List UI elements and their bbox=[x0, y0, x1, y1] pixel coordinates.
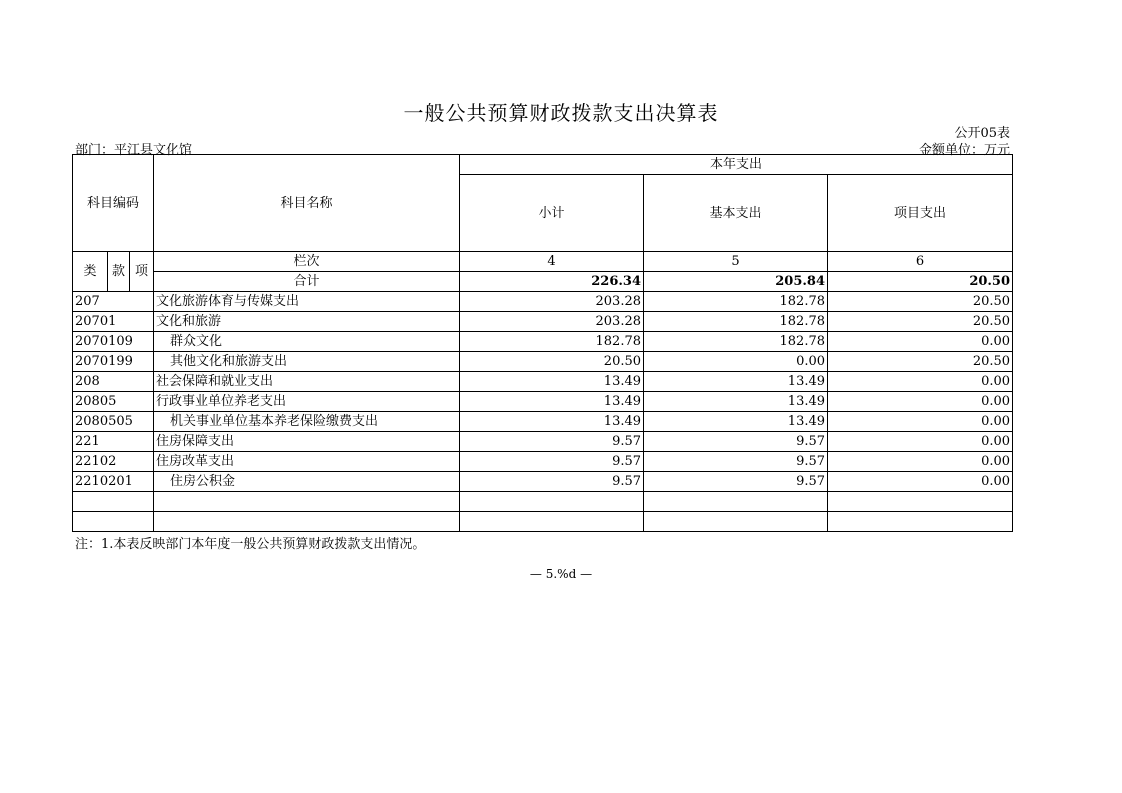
total-basic: 205.84 bbox=[644, 272, 828, 292]
header-lanci: 栏次 bbox=[154, 252, 460, 272]
row-name: 住房改革支出 bbox=[154, 452, 460, 472]
table-row bbox=[73, 452, 1013, 472]
row-code: 2070109 bbox=[73, 332, 154, 352]
total-subtotal: 226.34 bbox=[460, 272, 644, 292]
empty-row bbox=[73, 492, 1013, 512]
row-subtotal: 9.57 bbox=[460, 432, 644, 452]
row-subtotal: 203.28 bbox=[460, 292, 644, 312]
header-col6: 6 bbox=[828, 252, 1013, 272]
table-row bbox=[73, 432, 1013, 452]
row-subtotal: 9.57 bbox=[460, 472, 644, 492]
row-code: 2080505 bbox=[73, 412, 154, 432]
row-project: 20.50 bbox=[828, 352, 1013, 372]
row-project: 0.00 bbox=[828, 332, 1013, 352]
row-name: 社会保障和就业支出 bbox=[154, 372, 460, 392]
amount-unit-label: 金额单位：万元 bbox=[918, 143, 1010, 158]
row-code: 20701 bbox=[73, 312, 154, 332]
row-basic: 9.57 bbox=[644, 432, 828, 452]
row-basic: 9.57 bbox=[644, 452, 828, 472]
row-subtotal: 9.57 bbox=[460, 452, 644, 472]
row-subtotal: 13.49 bbox=[460, 372, 644, 392]
header-basic: 基本支出 bbox=[644, 175, 828, 252]
row-basic: 182.78 bbox=[644, 332, 828, 352]
row-subtotal: 203.28 bbox=[460, 312, 644, 332]
row-code: 22102 bbox=[73, 452, 154, 472]
table-row bbox=[73, 412, 1013, 432]
header-col4: 4 bbox=[460, 252, 644, 272]
table-row bbox=[73, 372, 1013, 392]
row-code: 208 bbox=[73, 372, 154, 392]
expenditure-table bbox=[72, 154, 1013, 532]
header-kuan: 款 bbox=[108, 252, 130, 292]
table-row bbox=[73, 312, 1013, 332]
row-basic: 13.49 bbox=[644, 372, 828, 392]
total-project: 20.50 bbox=[828, 272, 1013, 292]
row-subtotal: 182.78 bbox=[460, 332, 644, 352]
row-code: 221 bbox=[73, 432, 154, 452]
header-lei: 类 bbox=[73, 252, 108, 292]
row-code: 20805 bbox=[73, 392, 154, 412]
row-basic: 182.78 bbox=[644, 292, 828, 312]
page-title: 一般公共预算财政拨款支出决算表 bbox=[403, 101, 719, 125]
table-row bbox=[73, 292, 1013, 312]
header-subtotal: 小计 bbox=[460, 175, 644, 252]
department-label: 部门：平江县文化馆 bbox=[75, 143, 193, 158]
row-basic: 9.57 bbox=[644, 472, 828, 492]
row-subtotal: 13.49 bbox=[460, 392, 644, 412]
row-basic: 13.49 bbox=[644, 392, 828, 412]
header-this-year: 本年支出 bbox=[460, 155, 1013, 175]
row-project: 20.50 bbox=[828, 292, 1013, 312]
header-xiang: 项 bbox=[130, 252, 154, 292]
row-name: 文化旅游体育与传媒支出 bbox=[154, 292, 460, 312]
row-project: 20.50 bbox=[828, 312, 1013, 332]
row-code: 2070199 bbox=[73, 352, 154, 372]
row-basic: 182.78 bbox=[644, 312, 828, 332]
row-project: 0.00 bbox=[828, 472, 1013, 492]
table-row bbox=[73, 352, 1013, 372]
row-basic: 13.49 bbox=[644, 412, 828, 432]
row-project: 0.00 bbox=[828, 412, 1013, 432]
row-name: 其他文化和旅游支出 bbox=[154, 352, 460, 372]
row-name: 群众文化 bbox=[154, 332, 460, 352]
header-subject-code: 科目编码 bbox=[73, 155, 154, 252]
header-col5: 5 bbox=[644, 252, 828, 272]
row-basic: 0.00 bbox=[644, 352, 828, 372]
row-project: 0.00 bbox=[828, 372, 1013, 392]
table-row bbox=[73, 392, 1013, 412]
header-project: 项目支出 bbox=[828, 175, 1013, 252]
row-code: 2210201 bbox=[73, 472, 154, 492]
table-row bbox=[73, 472, 1013, 492]
row-subtotal: 20.50 bbox=[460, 352, 644, 372]
header-subject-name: 科目名称 bbox=[154, 155, 460, 252]
row-name: 文化和旅游 bbox=[154, 312, 460, 332]
row-name: 住房保障支出 bbox=[154, 432, 460, 452]
row-code: 207 bbox=[73, 292, 154, 312]
form-number: 公开05表 bbox=[954, 126, 1010, 141]
total-label: 合计 bbox=[154, 272, 460, 292]
page-footer: — 5.%d — bbox=[529, 567, 593, 581]
row-name: 机关事业单位基本养老保险缴费支出 bbox=[154, 412, 460, 432]
table-row bbox=[73, 332, 1013, 352]
row-name: 行政事业单位养老支出 bbox=[154, 392, 460, 412]
row-name: 住房公积金 bbox=[154, 472, 460, 492]
table-note: 注：1.本表反映部门本年度一般公共预算财政拨款支出情况。 bbox=[75, 537, 426, 552]
row-project: 0.00 bbox=[828, 392, 1013, 412]
empty-row bbox=[73, 512, 1013, 532]
row-subtotal: 13.49 bbox=[460, 412, 644, 432]
row-project: 0.00 bbox=[828, 432, 1013, 452]
row-project: 0.00 bbox=[828, 452, 1013, 472]
